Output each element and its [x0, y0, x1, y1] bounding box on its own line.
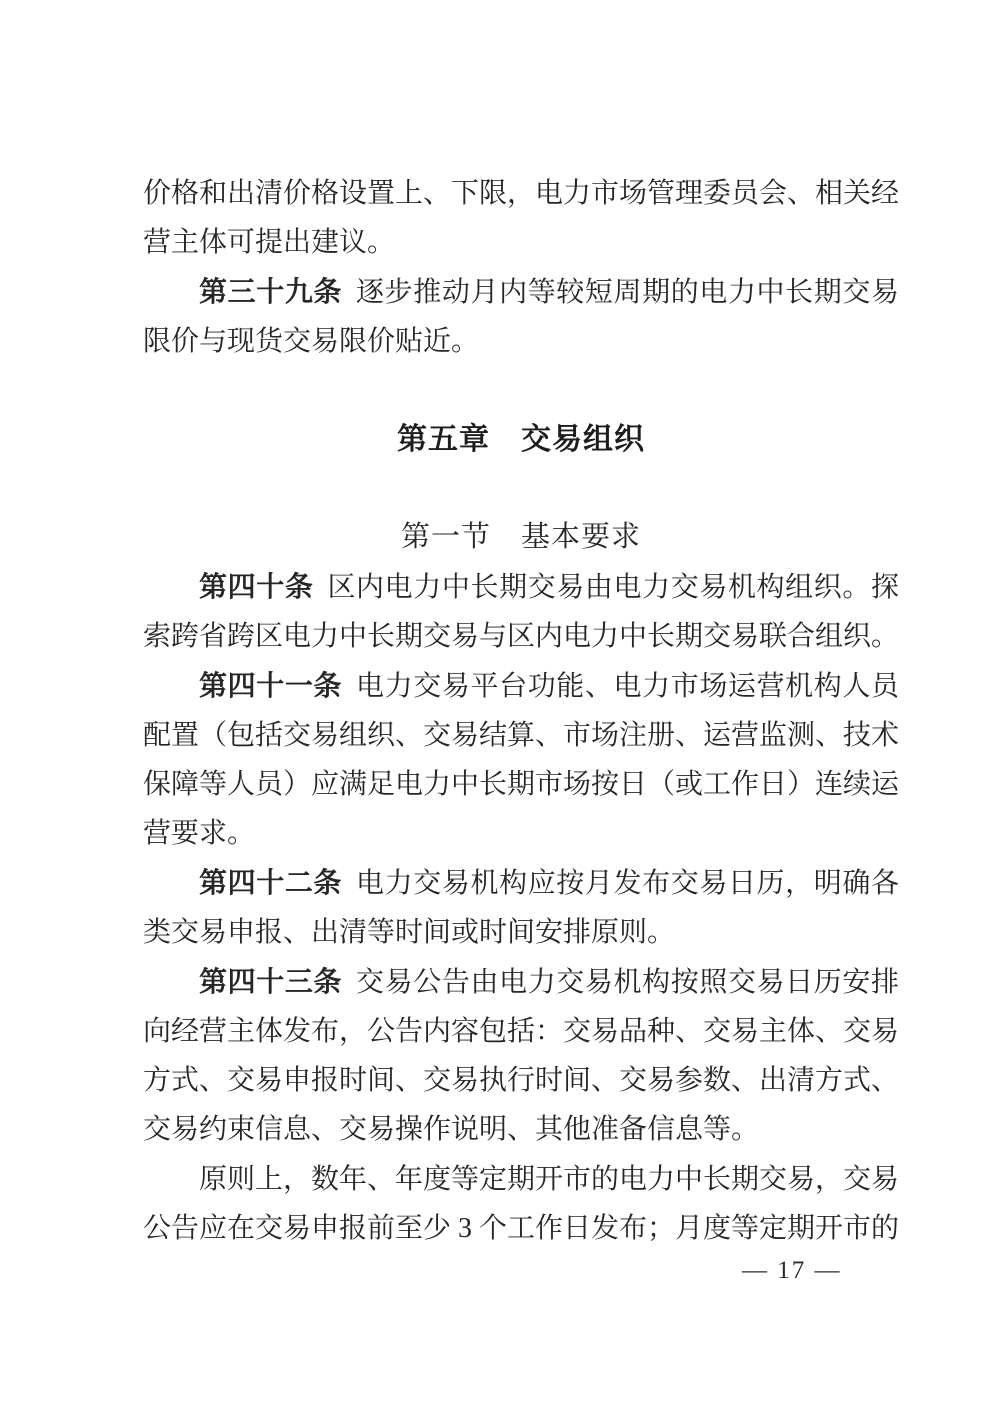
page-content [143, 168, 899, 1253]
paragraph-text: 电力交易平台功能、电力市场运营机构人员配置（包括交易组织、交易结算、市场注册、运营监测、技术保障等人员）应满足电力中长期市场按日（或工作日）连续运营要求。 [143, 671, 900, 849]
paragraph-text: 交易公告由电力交易机构按照交易日历安排向经营主体发布，公告内容包括：交易品种、交易主体、交易方式、交易申报时间、交易执行时间、交易参数、出清方式、交易约束信息、交易操作说明、其他准备信息等。 [143, 967, 900, 1145]
paragraph-text: 价格和出清价格设置上、下限，电力市场管理委员会、相关经营主体可提出建议。 [143, 178, 900, 258]
paragraph-article-39 [143, 267, 899, 366]
paragraph-text: 原则上，数年、年度等定期开市的电力中长期交易，交易公告应在交易申报前至少 3 个工作日发布；月度等定期开市的 [143, 1164, 900, 1244]
paragraph-continuation [143, 168, 899, 267]
paragraph-principle [143, 1154, 899, 1253]
section-heading: 第一节 基本要求 [400, 521, 641, 553]
paragraph-text: 电力交易机构应按月发布交易日历，明确各类交易申报、出清等时间或时间安排原则。 [143, 868, 899, 948]
page-number: — 17 — [742, 1257, 842, 1284]
paragraph-article-42 [143, 858, 899, 957]
paragraph-article-43 [143, 957, 899, 1154]
article-number: 第四十二条 [199, 867, 343, 898]
article-number: 第四十三条 [199, 966, 343, 997]
paragraph-article-40 [143, 562, 899, 661]
paragraph-article-41 [143, 661, 899, 858]
article-number: 第三十九条 [199, 276, 343, 307]
chapter-heading: 第五章 交易组织 [397, 423, 645, 456]
paragraph-text: 逐步推动月内等较短周期的电力中长期交易限价与现货交易限价贴近。 [143, 277, 899, 357]
article-number: 第四十一条 [199, 670, 343, 701]
article-number: 第四十条 [199, 571, 314, 602]
paragraph-text: 区内电力中长期交易由电力交易机构组织。探索跨省跨区电力中长期交易与区内电力中长期交易联合组织。 [143, 572, 900, 652]
